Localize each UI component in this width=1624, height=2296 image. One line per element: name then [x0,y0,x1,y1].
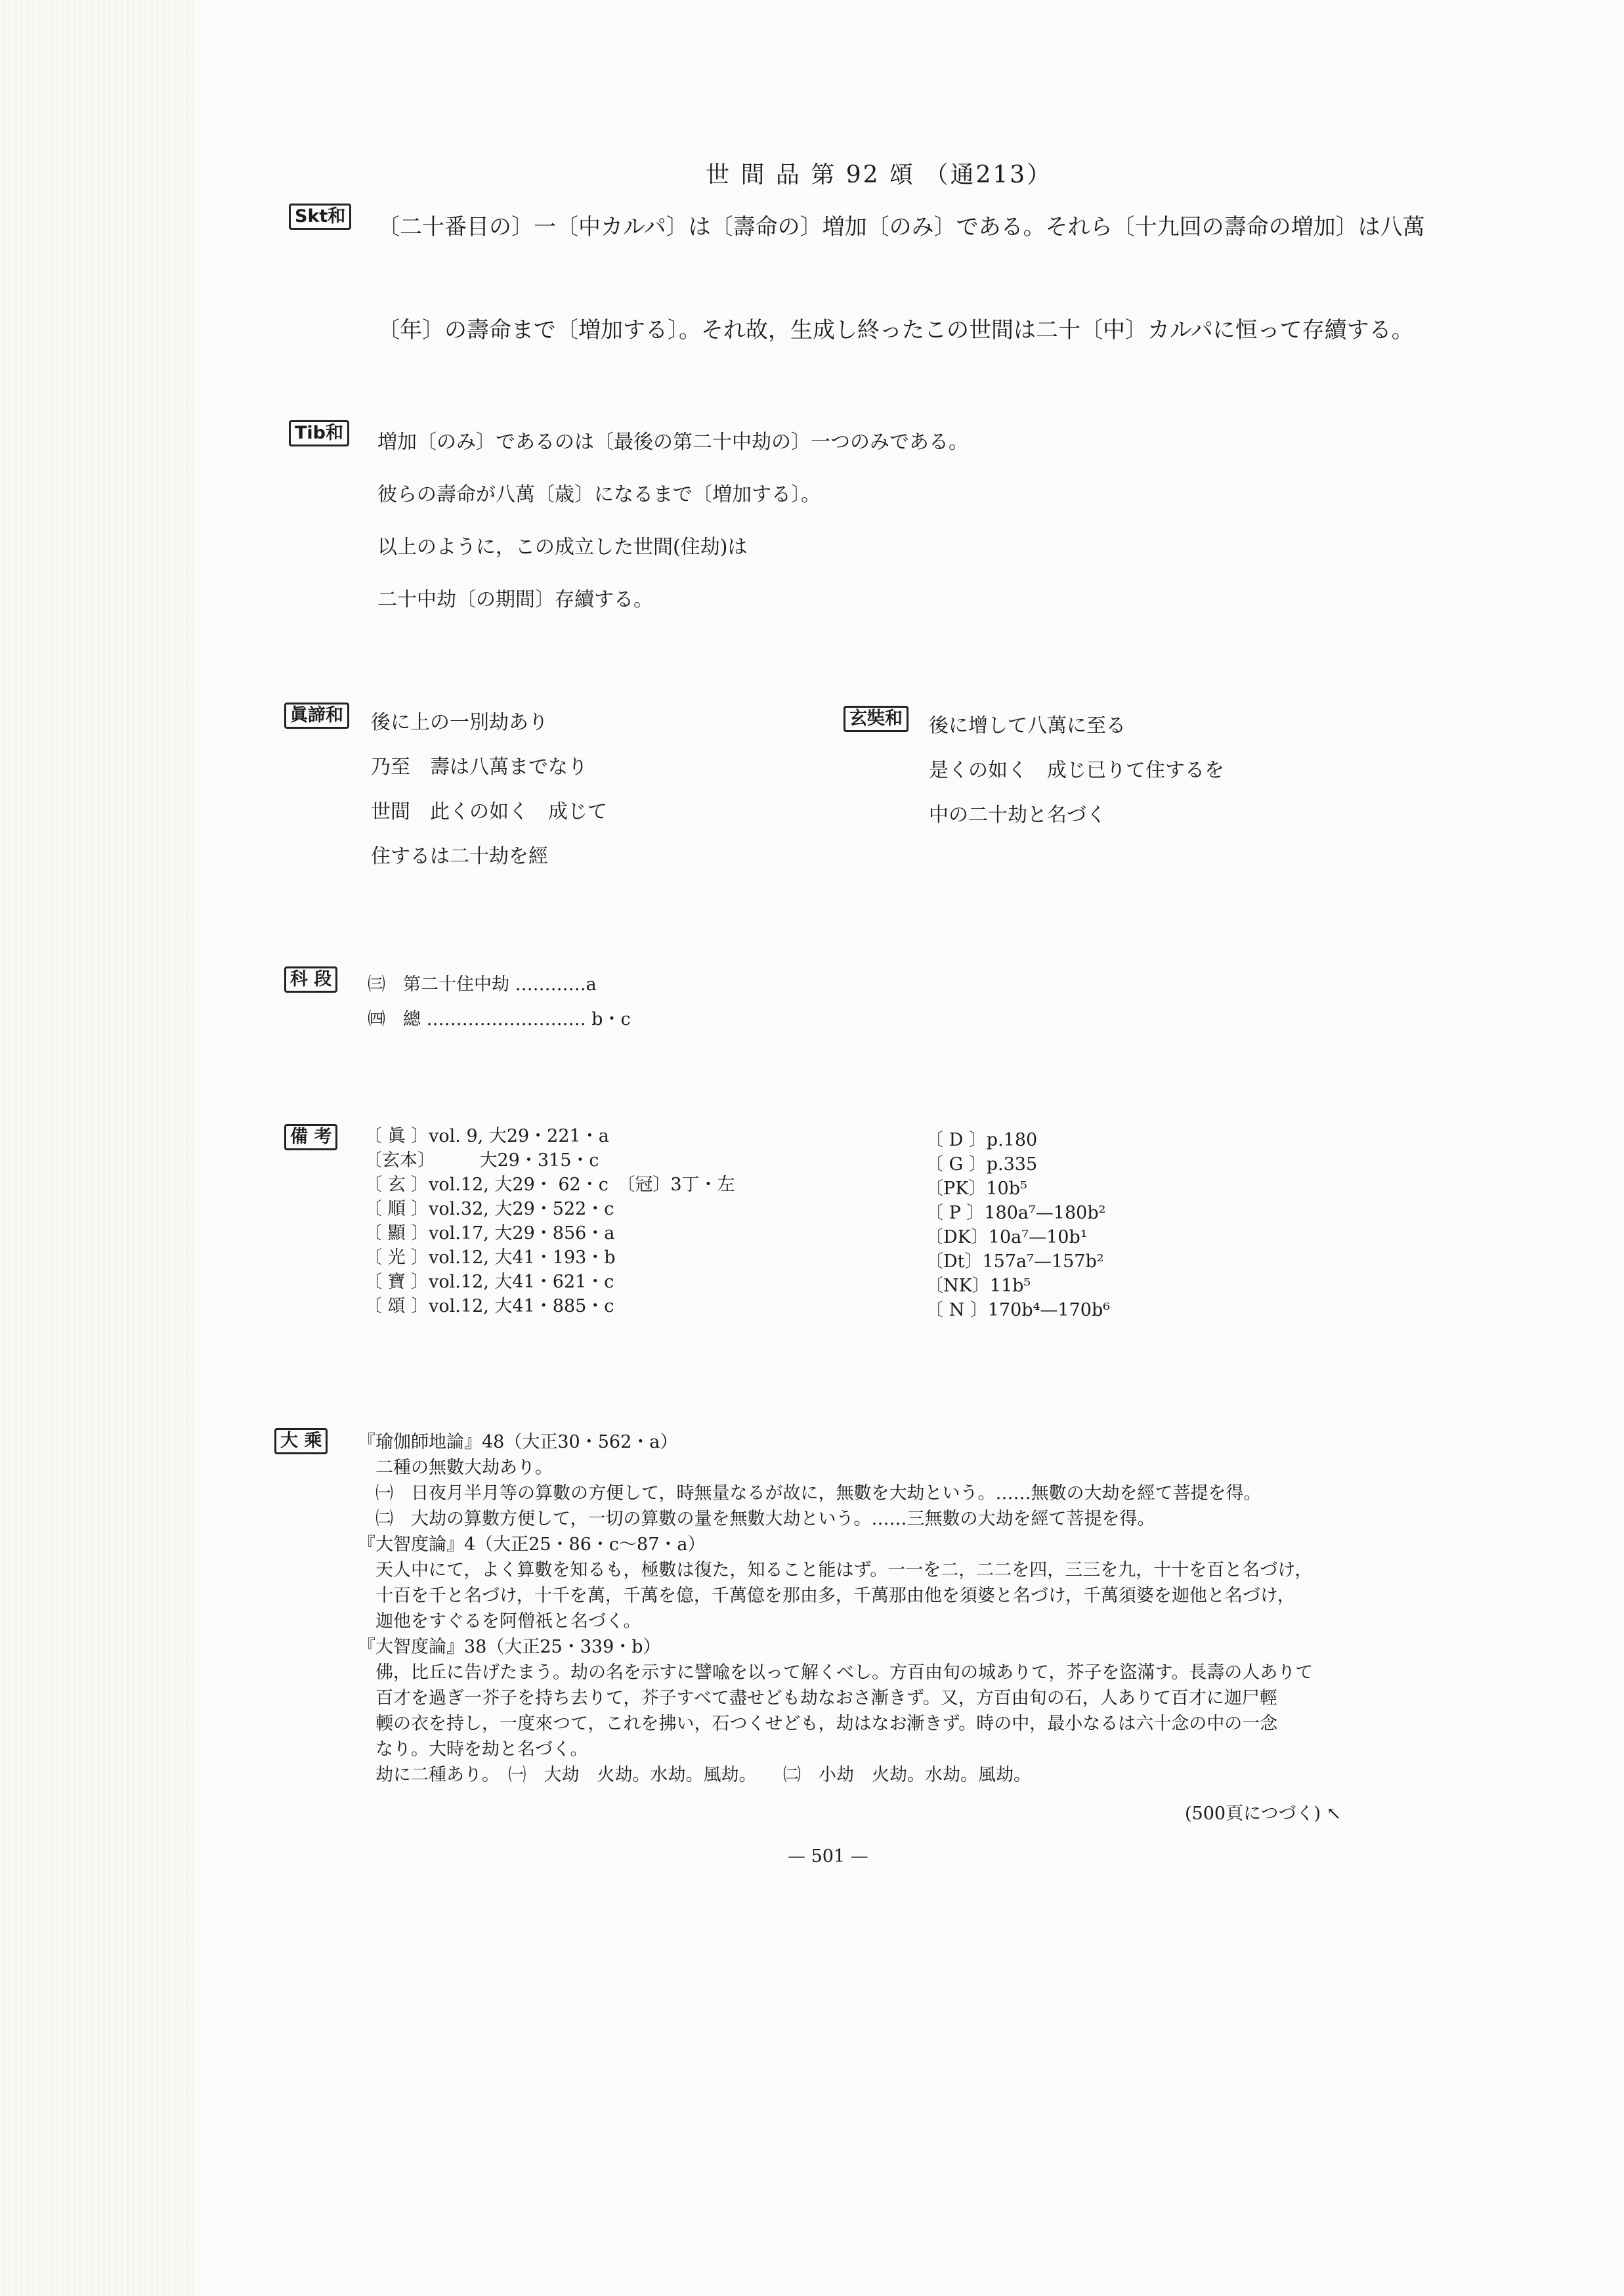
genjo-tag: 玄奘和 [844,706,908,732]
biko-right-item: 〔 G 〕p.335 [926,1154,1038,1175]
biko-right-item: 〔Dt〕157a⁷—157b² [926,1251,1104,1272]
daijo-line: ㈡ 大劫の算數方便して，一切の算數の量を無數大劫という。……三無數の大劫を經て菩提を得。 [358,1509,1155,1529]
arrow-up-left-icon: ↖ [1326,1804,1342,1824]
biko-left-item: 〔 寶 〕vol.12, 大41・621・c [364,1272,614,1292]
daijo-line: 佛，比丘に告げたまう。劫の名を示すに譬喩を以って解くべし。方百由旬の城ありて，芥子を盜滿す。長壽の人ありて [358,1662,1314,1683]
tib-line-4: 二十中劫〔の期間〕存續する。 [377,588,653,611]
daijo-tag: 大 乘 [274,1428,328,1454]
biko-right-item: 〔PK〕10b⁵ [926,1179,1027,1199]
daijo-line: 『瑜伽師地論』48（大正30・562・a） [358,1432,678,1452]
kadan-tag: 科 段 [284,966,337,993]
shintai-line-2: 乃至 壽は八萬までなり [371,756,588,779]
shintai-line-1: 後に上の一別劫あり [371,711,548,734]
daijo-line: なり。大時を劫と名づく。 [358,1739,588,1760]
tib-tag: Tib和 [289,420,349,446]
biko-right-item: 〔 P 〕180a⁷—180b² [926,1203,1106,1223]
skt-line-1: 〔二十番目の〕一〔中カルパ〕は〔壽命の〕増加〔のみ〕である。それら〔十九回の壽命の増加〕は八萬 [377,214,1425,240]
biko-left-item: 〔 光 〕vol.12, 大41・193・b [364,1247,616,1268]
tib-line-2: 彼らの壽命が八萬〔歳〕になるまで〔増加する〕。 [377,483,821,506]
daijo-line: 輭の衣を持し，一度來つて，これを拂い，石つくせども，劫はなお漸きず。時の中，最小なるは六十念の中の一念 [358,1714,1278,1734]
kadan-line-2: ㈣ 總 ……………………… b・c [368,1009,631,1029]
daijo-line: 百才を過ぎ一芥子を持ち去りて，芥子すべて盡せども劫なおさ漸きず。又，方百由旬の石，人ありて百才に迦尸輕 [358,1688,1277,1708]
daijo-text [358,1430,1313,1788]
biko-left-item: 〔 顯 〕vol.17, 大29・856・a [364,1223,615,1244]
daijo-line: 『大智度論』38（大正25・339・b） [358,1637,661,1657]
biko-tag: 備 考 [284,1124,337,1150]
biko-right-item: 〔DK〕10a⁷—10b¹ [926,1227,1088,1247]
genjo-line-3: 中の二十劫と名づく [929,804,1106,827]
daijo-line: 天人中にて，よく算數を知るも，極數は復た，知ること能はず。一一を二，二二を四，三三を九，十十を百と名づけ， [358,1560,1313,1580]
genjo-line-1: 後に增して八萬に至る [929,714,1126,737]
skt-tag: Skt和 [289,204,351,230]
daijo-line: 迦他をすぐるを阿僧祇と名づく。 [358,1611,641,1632]
scan-edge-shadow [0,0,197,2296]
biko-left-item: 〔 順 〕vol.32, 大29・522・c [364,1199,614,1219]
continuation-note [1185,1799,1341,1825]
continuation-text: (500頁につづく) [1185,1804,1321,1824]
biko-right-item: 〔NK〕11b⁵ [926,1276,1031,1296]
biko-left-item: 〔 眞 〕vol. 9, 大29・221・a [364,1126,609,1146]
biko-right-item: 〔 N 〕170b⁴—170b⁶ [926,1300,1111,1320]
daijo-line: ㈠ 日夜月半月等の算數の方便して，時無量なるが故に，無數を大劫という。……無數の大劫を經て菩提を得。 [358,1483,1262,1504]
genjo-line-2: 是くの如く 成じ已りて住するを [929,759,1224,782]
shintai-line-3: 世間 此くの如く 成じて [371,800,607,823]
biko-right-item: 〔 D 〕p.180 [926,1130,1038,1150]
page-title: 世 間 品 第 92 頌 （通213） [706,162,1053,188]
biko-left-item: 〔 頌 〕vol.12, 大41・885・c [364,1296,614,1316]
shintai-tag: 眞諦和 [284,703,349,729]
daijo-line: 二種の無數大劫あり。 [358,1458,553,1478]
biko-left-list [364,1124,735,1318]
daijo-line: 十百を千と名づけ，十千を萬，千萬を億，千萬億を那由多，千萬那由他を須婆と名づけ，千萬須婆を迦他と名づけ， [358,1586,1295,1606]
daijo-line: 『大智度論』4（大正25・86・c～87・a） [358,1534,706,1555]
tib-line-1: 増加〔のみ〕であるのは〔最後の第二十中劫の〕一つのみである。 [377,431,968,454]
daijo-line: 劫に二種あり。 ㈠ 大劫 火劫。水劫。風劫。 ㈡ 小劫 火劫。水劫。風劫。 [358,1765,1031,1785]
kadan-line-1: ㈢ 第二十住中劫 …………a [368,974,597,995]
shintai-line-4: 住するは二十劫を經 [371,845,548,868]
tib-line-3: 以上のように，この成立した世間(住劫)は [377,536,748,559]
skt-line-2: 〔年〕の壽命まで〔増加する〕。それ故，生成し終ったこの世間は二十〔中〕カルパに恒って存續する。 [377,317,1414,343]
biko-right-list [926,1128,1110,1322]
page-number: — 501 — [788,1846,868,1867]
biko-left-item: 〔 玄 〕vol.12, 大29・ 62・c 〔冠〕3丁・左 [364,1175,735,1195]
biko-left-item: 〔玄本〕 大29・315・c [364,1150,599,1171]
